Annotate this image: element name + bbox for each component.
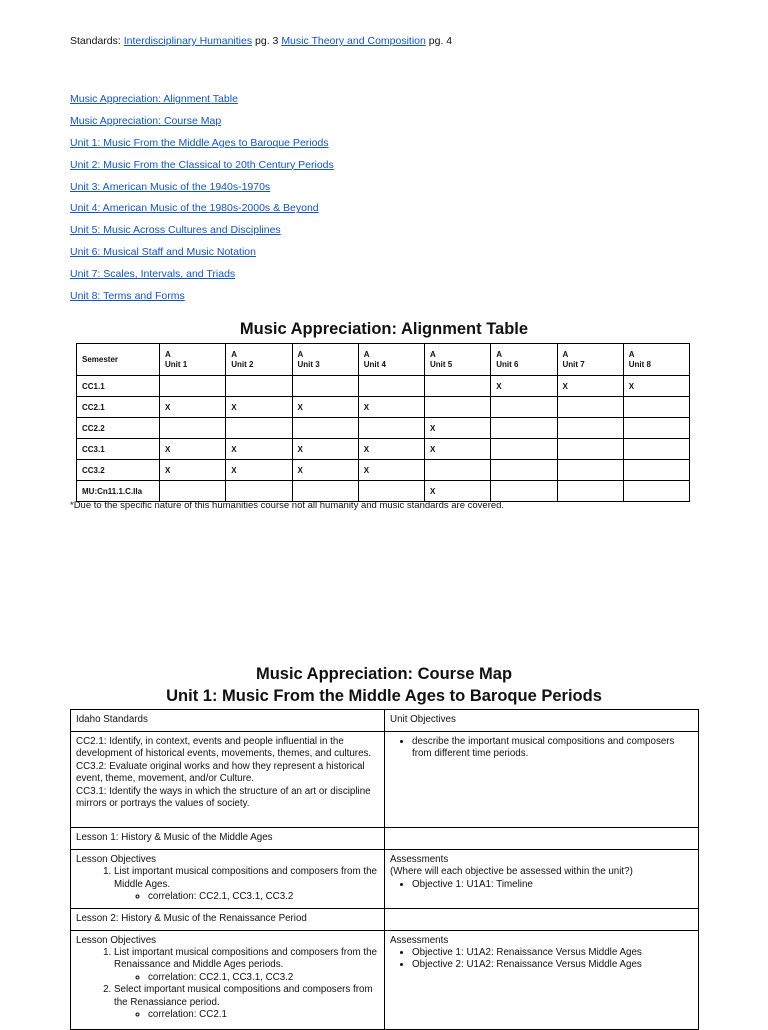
toc-link[interactable]: Music Appreciation: Alignment Table bbox=[70, 93, 238, 105]
table-row bbox=[77, 481, 690, 502]
standard-cell: CC2.2 bbox=[77, 418, 160, 439]
mark-cell: X bbox=[425, 439, 491, 460]
mark-cell bbox=[623, 418, 689, 439]
standard-text: CC3.2: Evaluate original works and how they represent a historical event, theme, movement, and/or Culture. bbox=[76, 760, 365, 785]
lesson-objectives-head: Lesson Objectives bbox=[76, 854, 157, 865]
standard-cell: CC3.2 bbox=[77, 460, 160, 481]
assessments-cell bbox=[385, 850, 699, 909]
lesson-objectives-cell bbox=[71, 930, 385, 1029]
unit-objectives-cell bbox=[385, 732, 699, 828]
table-row bbox=[77, 418, 690, 439]
lesson-objective: 1. List important musical compositions and composers from the Middle Ages. ◦ correlation: CC2.1, CC3.1, CC3.2 bbox=[114, 866, 379, 903]
assessments-sub: (Where will each objective be assessed within the unit?) bbox=[390, 866, 633, 878]
standards-page-2: pg. 4 bbox=[428, 35, 453, 47]
alignment-footnote: *Due to the specific nature of this humanities course not all humanity and music standards are covered. bbox=[70, 500, 505, 511]
standard-cell: MU:Cn11.1.C.IIa bbox=[77, 481, 160, 502]
toc-link[interactable]: Unit 8: Terms and Forms bbox=[70, 290, 185, 303]
lesson-title: Lesson 2: History & Music of the Renaissance Period bbox=[71, 908, 385, 930]
mark-cell bbox=[491, 397, 557, 418]
unit-header: A Unit 5 bbox=[425, 344, 491, 376]
mark-cell bbox=[292, 376, 358, 397]
mark-cell bbox=[226, 418, 292, 439]
mark-cell bbox=[425, 460, 491, 481]
mark-cell bbox=[557, 397, 623, 418]
mark-cell: X bbox=[292, 439, 358, 460]
assessment: • Objective 1: U1A2: Renaissance Versus Middle Ages bbox=[412, 947, 693, 959]
alignment-title: Music Appreciation: Alignment Table bbox=[239, 320, 529, 338]
mark-cell bbox=[226, 481, 292, 502]
table-header-row bbox=[77, 344, 690, 376]
mark-cell bbox=[160, 376, 226, 397]
mark-cell bbox=[292, 418, 358, 439]
standard-text: CC2.1: Identify, in context, events and people influential in the development of historical events, movements, themes, and cultures. bbox=[76, 736, 372, 760]
mark-cell bbox=[557, 481, 623, 502]
unit-header: A Unit 1 bbox=[160, 344, 226, 376]
mark-cell: X bbox=[292, 397, 358, 418]
corner-cell: Semester bbox=[77, 344, 160, 376]
assessment: • Objective 2: U1A2: Renaissance Versus Middle Ages bbox=[412, 959, 693, 971]
col-head-standards: Idaho Standards bbox=[71, 710, 385, 732]
correlation: ◦ correlation: CC2.1 bbox=[148, 1009, 379, 1021]
table-row bbox=[77, 439, 690, 460]
mark-cell bbox=[358, 418, 424, 439]
lesson-objective: 1. List important musical compositions and composers from the Renaissance and Middle Ages periods. ◦ correlation: CC2.1, CC3.1, CC3.2 bbox=[114, 947, 379, 984]
assessments-head: Assessments bbox=[390, 934, 449, 946]
mark-cell bbox=[491, 460, 557, 481]
mark-cell bbox=[358, 376, 424, 397]
assessments-cell bbox=[385, 930, 699, 1029]
correlation: ◦ correlation: CC2.1, CC3.1, CC3.2 bbox=[148, 891, 379, 903]
mark-cell: X bbox=[358, 397, 424, 418]
mark-cell: X bbox=[623, 376, 689, 397]
unit-objective: • describe the important musical compositions and composers from different time periods. bbox=[412, 736, 693, 761]
toc-link[interactable]: Music Appreciation: Course Map bbox=[70, 114, 222, 127]
col-head-objectives: Unit Objectives bbox=[385, 710, 699, 732]
lesson-title: Lesson 1: History & Music of the Middle Ages bbox=[71, 828, 385, 850]
mark-cell: X bbox=[160, 460, 226, 481]
table-row bbox=[71, 908, 699, 930]
mark-cell: X bbox=[226, 460, 292, 481]
mark-cell bbox=[623, 397, 689, 418]
alignment-table bbox=[76, 343, 690, 502]
standards-page-1: pg. 3 bbox=[255, 35, 279, 47]
unit-header: A Unit 2 bbox=[226, 344, 292, 376]
mark-cell bbox=[557, 460, 623, 481]
standards-cell bbox=[71, 732, 385, 828]
mark-cell bbox=[226, 376, 292, 397]
standards-link-humanities[interactable]: Interdisciplinary Humanities bbox=[123, 35, 253, 47]
mark-cell: X bbox=[160, 397, 226, 418]
table-row bbox=[71, 732, 699, 828]
mark-cell bbox=[425, 376, 491, 397]
standards-line bbox=[70, 35, 452, 47]
unit-header: A Unit 4 bbox=[358, 344, 424, 376]
lesson-objectives-head: Lesson Objectives bbox=[76, 934, 157, 946]
mark-cell bbox=[623, 460, 689, 481]
mark-cell bbox=[557, 418, 623, 439]
mark-cell bbox=[491, 418, 557, 439]
mark-cell bbox=[160, 418, 226, 439]
unit-header: A Unit 6 bbox=[491, 344, 557, 376]
correlation: ◦ correlation: CC2.1, CC3.1, CC3.2 bbox=[148, 972, 379, 984]
assessments-head: Assessments bbox=[390, 854, 449, 865]
unit-header: A Unit 7 bbox=[557, 344, 623, 376]
mark-cell bbox=[160, 481, 226, 502]
mark-cell: X bbox=[292, 460, 358, 481]
toc-link[interactable]: Unit 1: Music From the Middle Ages to Baroque Periods bbox=[70, 136, 329, 149]
table-of-contents bbox=[70, 93, 334, 312]
mark-cell bbox=[292, 481, 358, 502]
lesson-objective: 2. Select important musical compositions and composers from the Renassiance period. ◦ correlation: CC2.1 bbox=[114, 984, 379, 1021]
course-map-title: Music Appreciation: Course Map bbox=[255, 665, 513, 683]
toc-link[interactable]: Unit 5: Music Across Cultures and Disciplines bbox=[70, 224, 281, 237]
mark-cell: X bbox=[425, 418, 491, 439]
mark-cell bbox=[491, 439, 557, 460]
standards-link-music-theory[interactable]: Music Theory and Composition bbox=[281, 35, 426, 47]
empty-cell bbox=[385, 828, 699, 850]
mark-cell bbox=[557, 439, 623, 460]
mark-cell bbox=[358, 481, 424, 502]
table-row bbox=[71, 930, 699, 1029]
assessment: • Objective 1: U1A1: Timeline bbox=[412, 879, 693, 891]
standard-cell: CC1.1 bbox=[77, 376, 160, 397]
mark-cell: X bbox=[226, 439, 292, 460]
mark-cell: X bbox=[358, 439, 424, 460]
standard-cell: CC2.1 bbox=[77, 397, 160, 418]
standards-prefix: Standards: bbox=[70, 35, 121, 47]
unit-title: Unit 1: Music From the Middle Ages to Baroque Periods bbox=[166, 687, 602, 705]
table-row bbox=[77, 376, 690, 397]
empty-cell bbox=[385, 908, 699, 930]
mark-cell: X bbox=[226, 397, 292, 418]
table-row bbox=[71, 850, 699, 909]
toc-link[interactable]: Unit 6: Musical Staff and Music Notation bbox=[70, 246, 256, 259]
toc-link[interactable]: Unit 2: Music From the Classical to 20th Century Periods bbox=[70, 158, 334, 171]
mark-cell bbox=[623, 439, 689, 460]
course-map-table bbox=[70, 709, 699, 1030]
mark-cell: X bbox=[425, 481, 491, 502]
table-row bbox=[71, 710, 699, 732]
unit-header: A Unit 8 bbox=[623, 344, 689, 376]
mark-cell bbox=[425, 397, 491, 418]
mark-cell: X bbox=[557, 376, 623, 397]
toc-link[interactable]: Unit 4: American Music of the 1980s-2000s & Beyond bbox=[70, 202, 319, 215]
table-row bbox=[77, 460, 690, 481]
toc-link[interactable]: Unit 3: American Music of the 1940s-1970s bbox=[70, 180, 271, 193]
mark-cell: X bbox=[160, 439, 226, 460]
table-row bbox=[71, 828, 699, 850]
unit-header: A Unit 3 bbox=[292, 344, 358, 376]
lesson-objectives-cell bbox=[71, 850, 385, 909]
mark-cell bbox=[623, 481, 689, 502]
mark-cell: X bbox=[491, 376, 557, 397]
mark-cell bbox=[491, 481, 557, 502]
standard-text: CC3.1: Identify the ways in which the structure of an art or discipline mirrors or portrays the values of society. bbox=[76, 785, 371, 810]
toc-link[interactable]: Unit 7: Scales, Intervals, and Triads bbox=[70, 268, 236, 281]
mark-cell: X bbox=[358, 460, 424, 481]
standard-cell: CC3.1 bbox=[77, 439, 160, 460]
table-row bbox=[77, 397, 690, 418]
